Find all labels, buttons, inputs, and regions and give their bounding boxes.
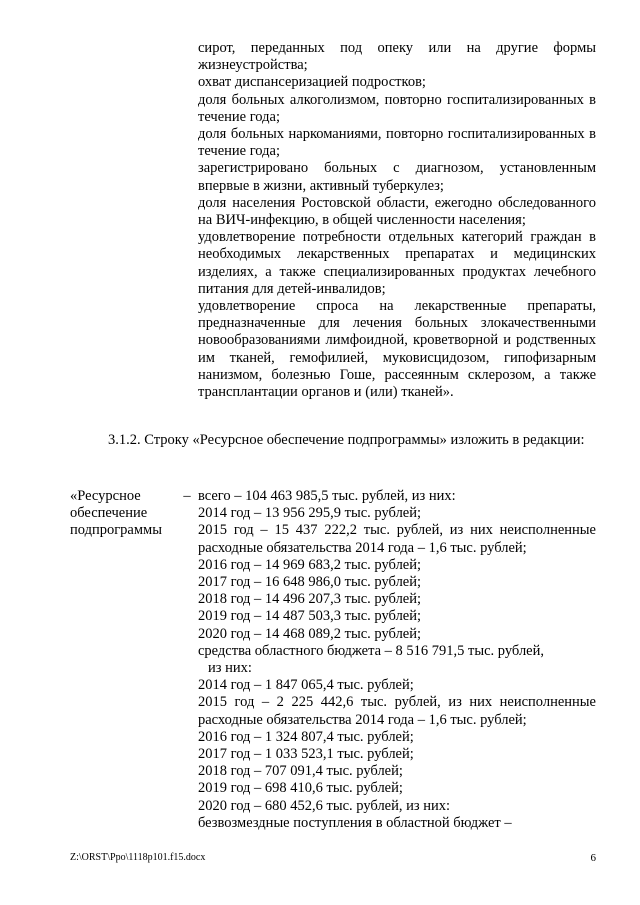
resource-line: 2019 год – 698 410,6 тыс. рублей; <box>198 780 403 797</box>
resource-line: 2017 год – 1 033 523,1 тыс. рублей; <box>198 746 414 763</box>
resource-line: 2018 год – 14 496 207,3 тыс. рублей; <box>198 591 422 608</box>
resource-line: 2015 год – 2 225 442,6 тыс. рублей, из них неисполненные расходные обязательства 2014 года – 1,6 тыс. рублей; <box>198 694 596 728</box>
footer-page-number: 6 <box>590 852 596 864</box>
resource-line: 2014 год – 1 847 065,4 тыс. рублей; <box>198 677 414 694</box>
resource-line: всего – 104 463 985,5 тыс. рублей, из них: <box>198 488 456 504</box>
indicator-item: удовлетворение потребности отдельных категорий граждан в необходимых лекарственных препаратах и медицинских изделиях, а также специализированных продуктах лечебного питания для детей-инвалидов; <box>198 229 596 297</box>
indicator-item: удовлетворение спроса на лекарственные препараты, предназначенные для лечения больных злокачественными новообразованиями лимфоидной, кроветворной и родственных им тканей, гемофилией, муковисцидозом, гипофизарным нанизмом, болезнью Гоше, рассеянным склерозом, а также трансплантации органов и (или) тканей». <box>198 298 596 401</box>
resource-line: 2017 год – 16 648 986,0 тыс. рублей; <box>198 574 422 591</box>
resource-line: 2019 год – 14 487 503,3 тыс. рублей; <box>198 608 422 625</box>
resource-line: 2014 год – 13 956 295,9 тыс. рублей; <box>198 505 422 522</box>
indicator-item: доля населения Ростовской области, ежегодно обследованного на ВИЧ-инфекцию, в общей численности населения; <box>198 194 596 229</box>
resource-line: 2016 год – 14 969 683,2 тыс. рублей; <box>198 556 422 573</box>
resource-line: 2016 год – 1 324 807,4 тыс. рублей; <box>198 728 414 745</box>
indicator-item: зарегистрировано больных с диагнозом, установленным впервые в жизни, активный туберкулез; <box>198 160 596 194</box>
indicator-item: доля больных алкоголизмом, повторно госпитализированных в течение года; <box>198 91 596 125</box>
resource-line: 2015 год – 15 437 222,2 тыс. рублей, из них неисполненные расходные обязательства 2014 года – 1,6 тыс. рублей; <box>198 522 596 556</box>
indicator-item: охват диспансеризацией подростков; <box>198 74 426 91</box>
resource-label <box>70 488 180 540</box>
section-heading <box>70 432 596 449</box>
resource-label-line: «Ресурсное <box>70 488 141 504</box>
resource-line: безвозмездные поступления в областной бюджет – <box>198 814 512 831</box>
resource-label-line: подпрограммы <box>70 522 162 539</box>
indicator-item: доля больных наркоманиями, повторно госпитализированных в течение года; <box>198 126 596 160</box>
resource-dash: – <box>183 488 191 504</box>
indicator-list <box>198 40 596 401</box>
resource-label-line: обеспечение <box>70 505 148 522</box>
resource-line: 2018 год – 707 091,4 тыс. рублей; <box>198 763 403 780</box>
section-heading-text: 3.1.2. Строку «Ресурсное обеспечение подпрограммы» изложить в редакции: <box>108 432 585 448</box>
footer-file-path: Z:\ORST\Ppo\1118p101.f15.docx <box>70 852 206 863</box>
indicator-item: сирот, переданных под опеку или на другие формы жизнеустройства; <box>198 40 596 74</box>
resource-values <box>198 488 596 832</box>
resource-line: из них: <box>208 660 252 677</box>
resource-line: средства областного бюджета – 8 516 791,5 тыс. рублей, <box>198 642 544 659</box>
resource-line: 2020 год – 14 468 089,2 тыс. рублей; <box>198 625 422 642</box>
resource-line: 2020 год – 680 452,6 тыс. рублей, из них: <box>198 797 451 814</box>
